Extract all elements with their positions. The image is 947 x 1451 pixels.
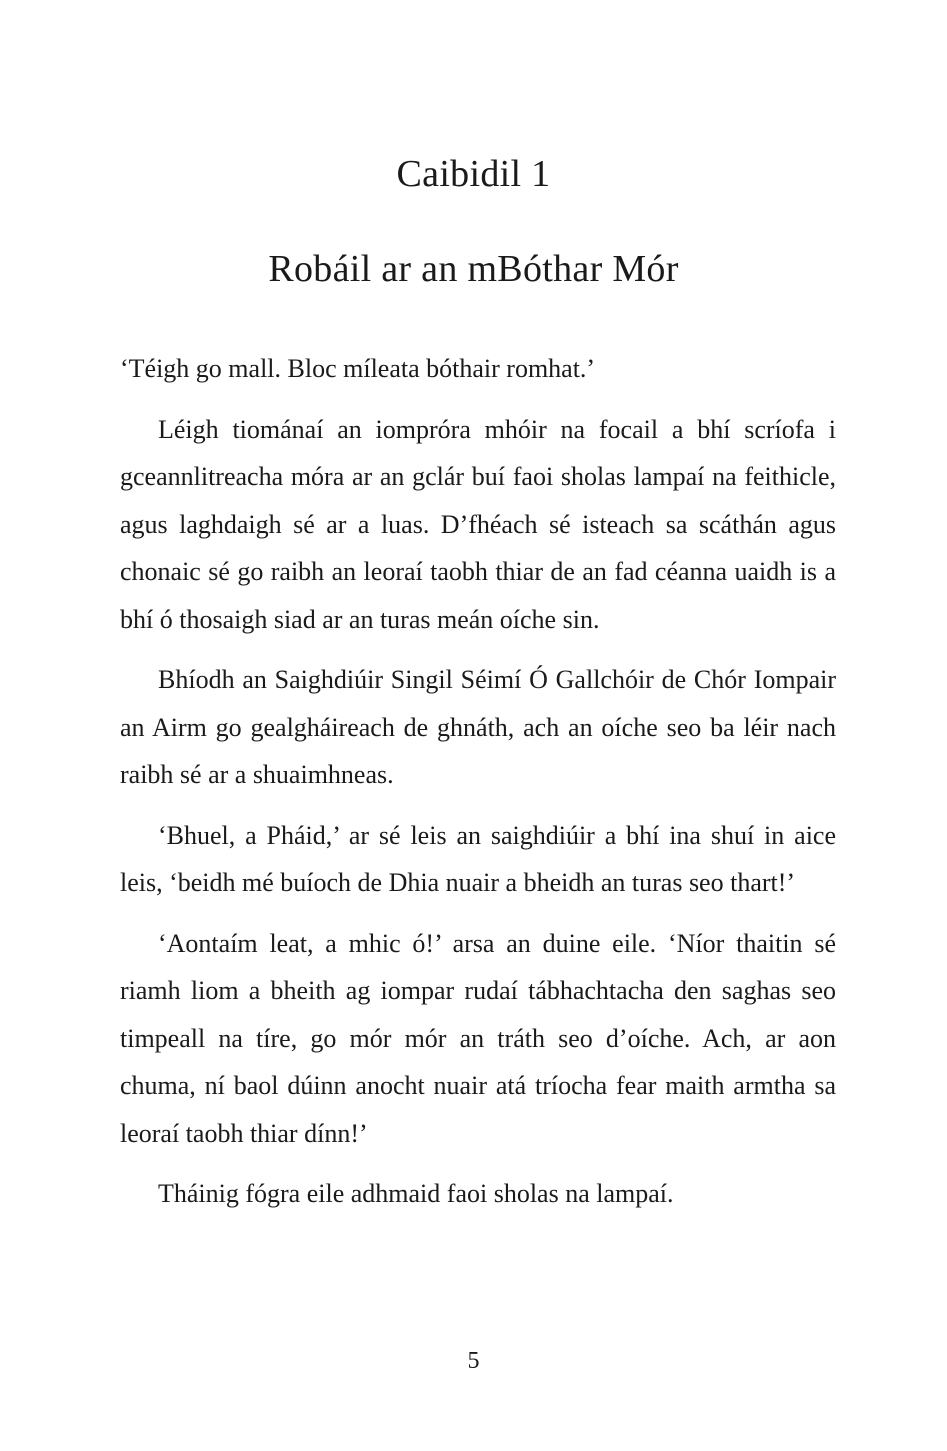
paragraph: ‘Téigh go mall. Bloc míleata bóthair romhat.’ xyxy=(120,354,596,383)
paragraph: ‘Aontaím leat, a mhic ó!’ arsa an duine eile. ‘Níor thaitin sé riamh liom a bheith ag iompar rudaí tábhachtacha den saghas seo timpeall na tíre, go mór mór an tráth seo d’oíche. Ach, ar aon chuma, ní baol dúinn anocht nuair atá tríocha fear maith armtha sa leoraí taobh thiar dínn!’ xyxy=(120,928,836,1148)
paragraph: ‘Bhuel, a Pháid,’ ar sé leis an saighdiúir a bhí ina shuí in aice leis, ‘beidh mé buíoch de Dhia nuair a bheidh an turas seo thart!’ xyxy=(120,820,836,897)
paragraph: Bhíodh an Saighdiúir Singil Séimí Ó Gallchóir de Chór Iompair an Airm go gealgháireach de ghnáth, ach an oíche seo ba léir nach raibh sé ar a shuaimhneas. xyxy=(120,665,836,789)
page-number: 5 xyxy=(467,1348,480,1374)
paragraph: Léigh tiománaí an iompróra mhóir na focail a bhí scríofa i gceannlitreacha móra ar an gclár buí faoi sholas lampaí na feithicle, agus laghdaigh sé ar a luas. D’fhéach sé isteach sa scáthán agus chonaic sé go raibh an leoraí taobh thiar de an fad céanna uaidh is a bhí ó thosaigh siad ar an turas meán oíche sin. xyxy=(120,414,836,634)
body-text xyxy=(120,345,836,1231)
chapter-number: Caibidil 1 xyxy=(396,153,551,195)
chapter-title: Robáil ar an mBóthar Mór xyxy=(268,248,679,290)
paragraph: Tháinig fógra eile adhmaid faoi sholas na lampaí. xyxy=(158,1179,674,1208)
